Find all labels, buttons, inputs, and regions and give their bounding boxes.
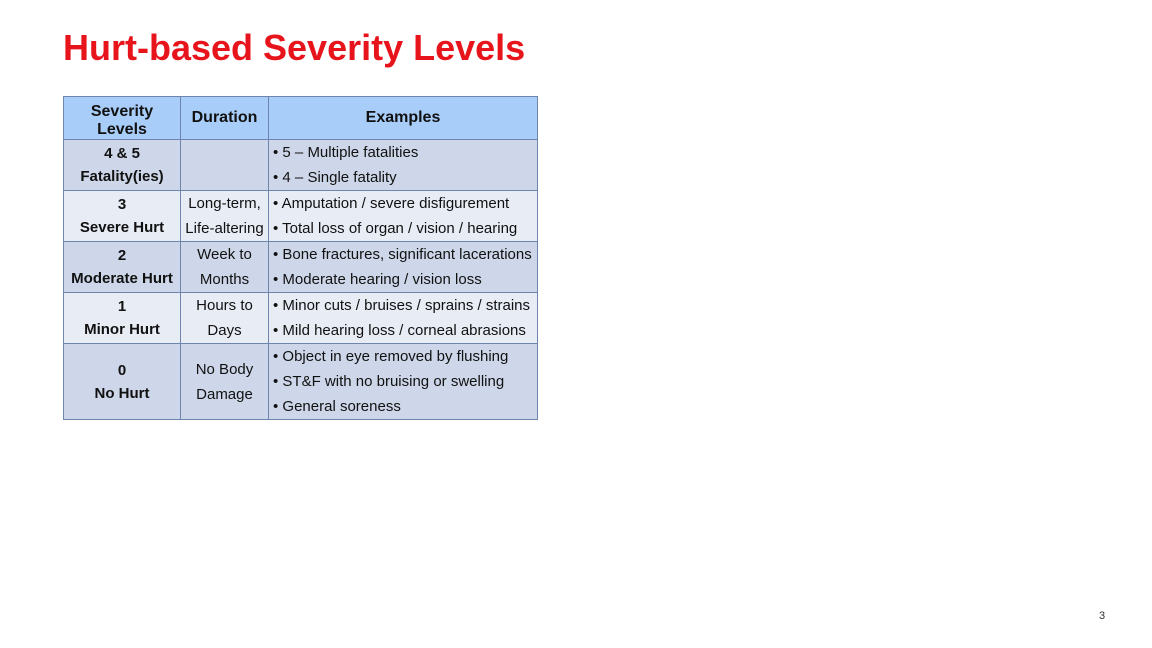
example-item: • Total loss of organ / vision / hearing bbox=[273, 220, 518, 237]
duration-line: Months bbox=[199, 271, 250, 288]
severity-level-number: 1 bbox=[117, 298, 127, 315]
severity-level-name: No Hurt bbox=[94, 384, 150, 402]
example-item: • 4 – Single fatality bbox=[273, 169, 397, 186]
examples-cell bbox=[269, 140, 538, 191]
example-item: • General soreness bbox=[273, 398, 401, 415]
examples-cell bbox=[269, 242, 538, 293]
examples-cell bbox=[269, 293, 538, 344]
severity-level-number: 0 bbox=[117, 361, 127, 379]
table-row bbox=[64, 140, 538, 191]
table-header-row bbox=[64, 97, 538, 140]
duration-line: No Body bbox=[195, 360, 254, 378]
severity-level-cell bbox=[64, 191, 181, 242]
duration-line: Hours to bbox=[196, 297, 253, 314]
duration-line: Life-altering bbox=[185, 220, 264, 237]
duration-line: Damage bbox=[196, 385, 253, 403]
severity-level-number: 4 & 5 bbox=[104, 145, 140, 162]
duration-cell bbox=[181, 140, 269, 191]
duration-line: Days bbox=[207, 322, 242, 339]
example-item: • Moderate hearing / vision loss bbox=[273, 271, 482, 288]
duration-cell bbox=[181, 293, 269, 344]
duration-cell bbox=[181, 344, 269, 420]
header-examples: Examples bbox=[269, 97, 538, 140]
example-item: • Amputation / severe disfigurement bbox=[273, 195, 510, 212]
severity-level-cell bbox=[64, 293, 181, 344]
header-severity-levels: Severity Levels bbox=[64, 97, 181, 140]
severity-level-cell bbox=[64, 242, 181, 293]
severity-level-number: 2 bbox=[117, 247, 127, 264]
example-item: • 5 – Multiple fatalities bbox=[273, 144, 419, 161]
duration-line: Week to bbox=[197, 246, 252, 263]
table-row bbox=[64, 344, 538, 420]
header-duration: Duration bbox=[181, 97, 269, 140]
duration-cell bbox=[181, 191, 269, 242]
example-item: • Object in eye removed by flushing bbox=[273, 348, 509, 365]
example-item: • Bone fractures, significant lacerations bbox=[273, 246, 532, 263]
severity-level-cell bbox=[64, 344, 181, 420]
duration-line: Long-term, bbox=[188, 195, 261, 212]
severity-level-number: 3 bbox=[117, 196, 127, 213]
severity-levels-table bbox=[63, 96, 538, 420]
severity-level-cell bbox=[64, 140, 181, 191]
page-number: 3 bbox=[1099, 610, 1106, 622]
example-item: • Mild hearing loss / corneal abrasions bbox=[273, 322, 526, 339]
severity-level-name: Fatality(ies) bbox=[80, 168, 164, 185]
table-row bbox=[64, 191, 538, 242]
table-row bbox=[64, 242, 538, 293]
duration-cell bbox=[181, 242, 269, 293]
severity-level-name: Moderate Hurt bbox=[71, 270, 173, 287]
table-row bbox=[64, 293, 538, 344]
examples-cell bbox=[269, 191, 538, 242]
examples-cell bbox=[269, 344, 538, 420]
slide-title: Hurt-based Severity Levels bbox=[63, 27, 526, 68]
severity-level-name: Minor Hurt bbox=[84, 321, 160, 338]
example-item: • Minor cuts / bruises / sprains / strains bbox=[273, 297, 530, 314]
example-item: • ST&F with no bruising or swelling bbox=[273, 373, 505, 390]
severity-level-name: Severe Hurt bbox=[79, 219, 165, 236]
